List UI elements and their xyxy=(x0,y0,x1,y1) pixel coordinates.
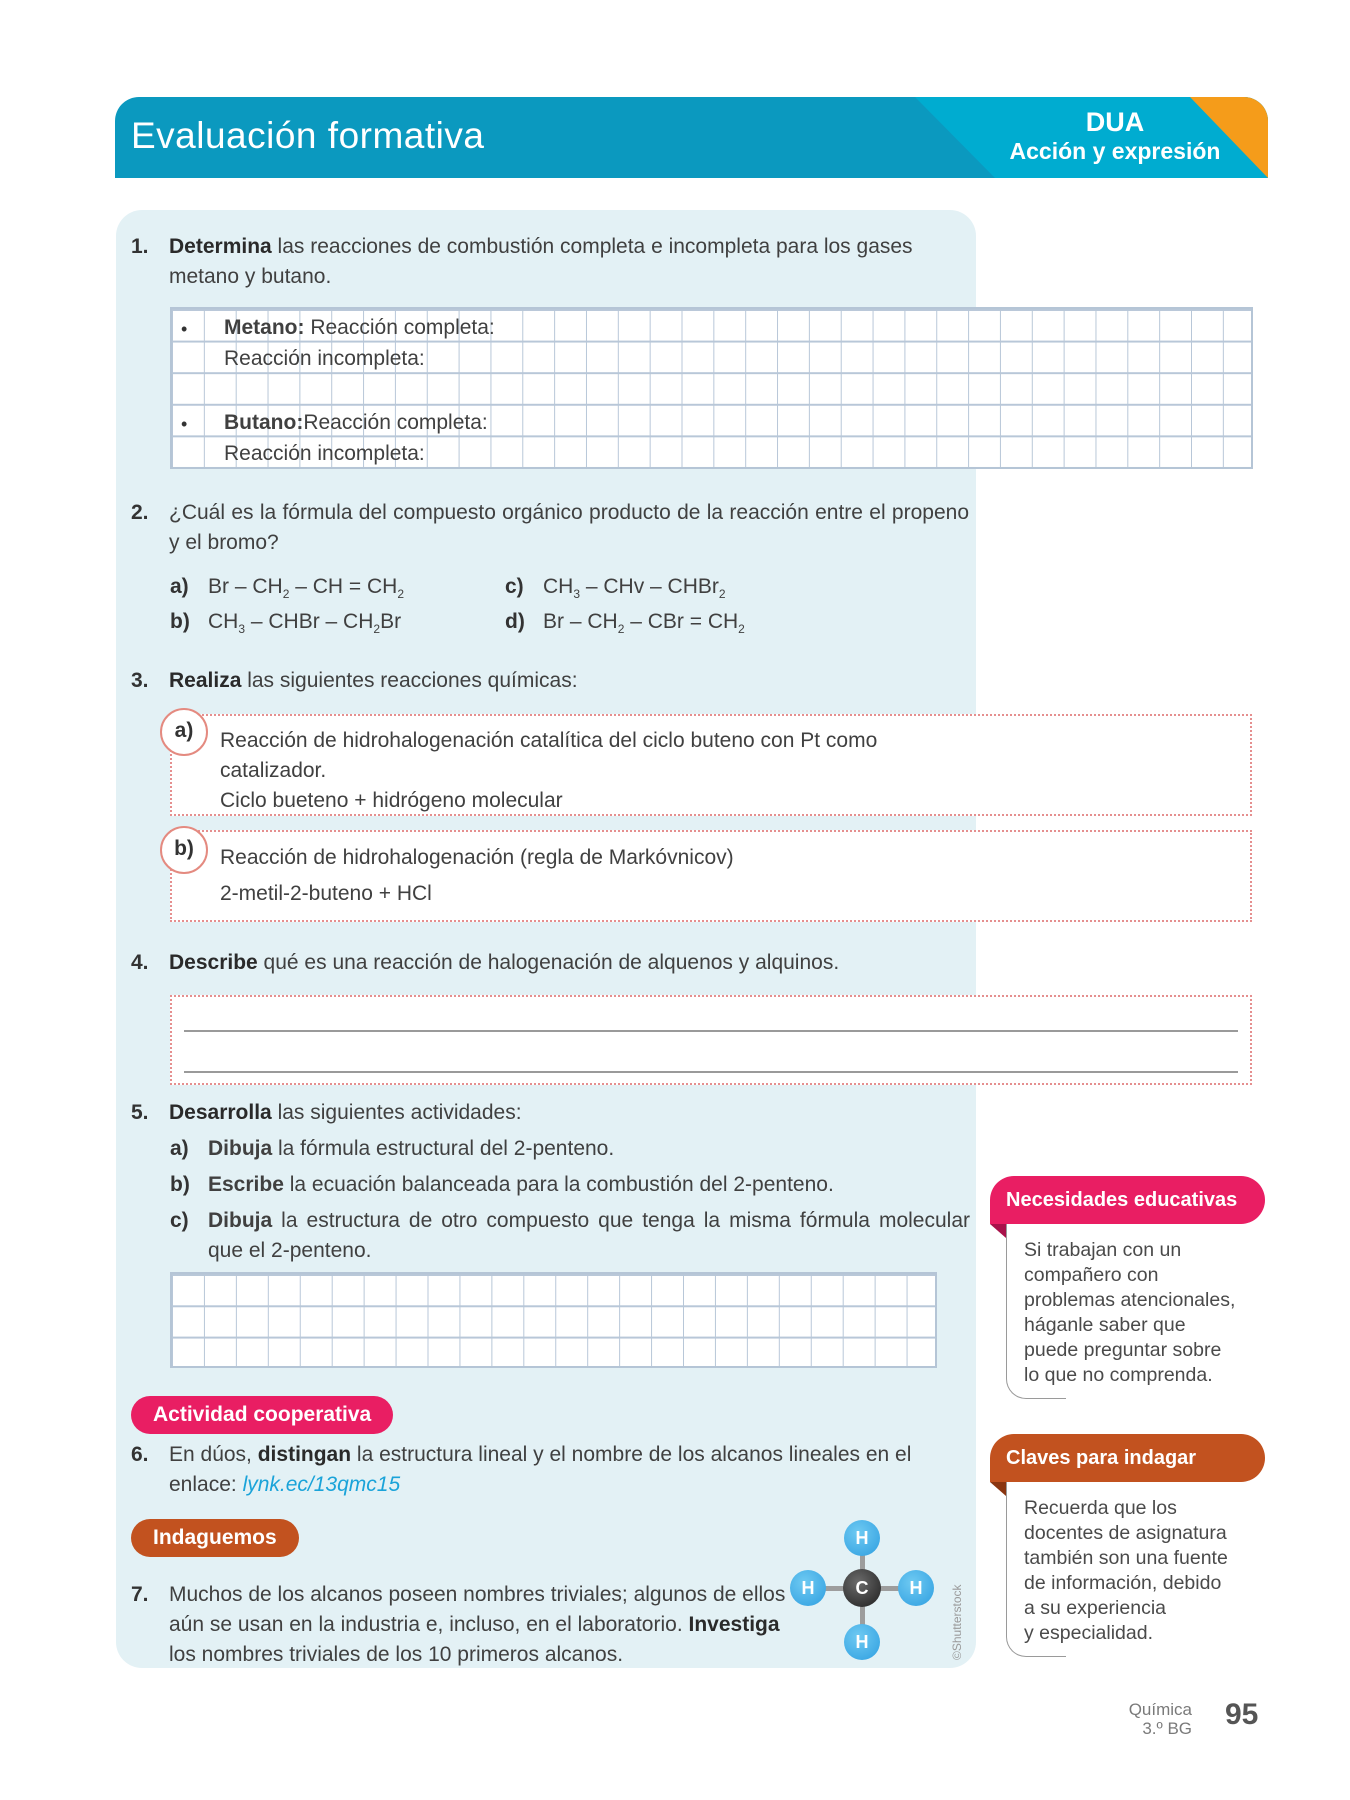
option-b[interactable]: b) $CH_3$ – CHBr – $CH_2Br$ xyxy=(170,610,402,636)
label-circle-b: b) xyxy=(160,826,208,874)
indaguemos-tag: Indaguemos xyxy=(131,1519,299,1557)
option-c[interactable]: c) $CH_3$ – CHv – CHBr$_2$ xyxy=(505,575,726,601)
question-number: 4. xyxy=(131,951,149,974)
grid-row-butano-complete: Butano:Reacción completa: xyxy=(224,411,488,434)
label-circle-a: a) xyxy=(160,708,208,756)
option-a[interactable]: a) Br – $CH_2$ – CH = $CH_2$ xyxy=(170,575,405,601)
question-verb: Investiga xyxy=(688,1613,780,1636)
grid-row-metano-incomplete: Reacción incompleta: xyxy=(224,347,425,370)
question-text: Muchos de los alcanos poseen nombres triviales; algunos de ellos aún se usan en la industria e, incluso, en el laboratorio. xyxy=(169,1583,786,1636)
answer-line xyxy=(184,1030,1238,1032)
note-claves-para-indagar xyxy=(990,1434,1265,1674)
question-verb: Realiza xyxy=(169,669,242,692)
bullet: • xyxy=(181,319,188,339)
option-d[interactable]: d) Br – $CH_2$ – CBr = $CH_2$ xyxy=(505,610,745,636)
methane-molecule-illustration xyxy=(790,1520,940,1660)
activity-5c: c) Dibuja la estructura de otro compuesto que tenga la misma fórmula molecular que el 2-penteno. xyxy=(170,1209,970,1262)
reaction-b-line-1: Reacción de hidrohalogenación (regla de Markóvnicov) xyxy=(220,846,734,869)
note-title: Necesidades educativas xyxy=(990,1176,1265,1224)
carbon-atom: C xyxy=(843,1569,881,1607)
question-number: 1. xyxy=(131,235,149,258)
question-verb: Desarrolla xyxy=(169,1101,272,1124)
reaction-a-line-1: Reacción de hidrohalogenación catalítica del ciclo buteno con Pt como xyxy=(220,729,878,752)
image-credit: ©Shutterstock xyxy=(950,1584,964,1660)
grid-row-metano-complete: Metano: Reacción completa: xyxy=(224,316,495,339)
footer-subject: Química 3.º BG xyxy=(1128,1700,1192,1738)
activity-5a: a) Dibuja la fórmula estructural del 2-penteno. xyxy=(170,1137,615,1160)
note-fold xyxy=(990,1224,1006,1238)
question-text: ¿Cuál es la fórmula del compuesto orgánico producto de la reacción entre el propeno y el bromo? xyxy=(169,501,969,554)
question-text: las siguientes actividades: xyxy=(271,1101,522,1124)
question-number: 5. xyxy=(131,1101,149,1124)
answer-grid-5[interactable] xyxy=(170,1272,937,1368)
bullet: • xyxy=(181,414,188,434)
hydrogen-atom: H xyxy=(898,1570,934,1606)
section-header xyxy=(115,97,1268,178)
question-verb: Describe xyxy=(169,951,258,974)
answer-box-3a[interactable] xyxy=(170,714,1252,816)
answer-line xyxy=(184,1071,1238,1073)
answer-box-4[interactable] xyxy=(170,995,1252,1085)
question-number: 6. xyxy=(131,1443,149,1466)
question-verb: Determina xyxy=(169,235,272,258)
dua-badge xyxy=(1000,107,1230,165)
grid-row-butano-incomplete: Reacción incompleta: xyxy=(224,442,425,465)
reaction-a-line-2: catalizador. xyxy=(220,759,327,782)
activity-5b: b) Escribe la ecuación balanceada para la combustión del 2-penteno. xyxy=(170,1173,834,1196)
cooperative-activity-tag: Actividad cooperativa xyxy=(131,1396,393,1434)
reaction-b-line-2: 2-metil-2-buteno + HCl xyxy=(220,882,432,905)
reaction-a-line-3: Ciclo bueteno + hidrógeno molecular xyxy=(220,789,563,812)
hydrogen-atom: H xyxy=(844,1624,880,1660)
dua-title: DUA xyxy=(1085,107,1145,137)
question-number: 3. xyxy=(131,669,149,692)
dua-subtitle: Acción y expresión xyxy=(1009,138,1221,164)
question-text: qué es una reacción de halogenación de alquenos y alquinos. xyxy=(257,951,840,974)
resource-link[interactable]: lynk.ec/13qmc15 xyxy=(242,1473,401,1496)
hydrogen-atom: H xyxy=(844,1520,880,1556)
note-necesidades-educativas xyxy=(990,1176,1265,1416)
question-number: 2. xyxy=(131,501,149,524)
question-verb: distingan xyxy=(257,1443,352,1466)
note-body: Recuerda que los docentes de asignatura también son una fuente de información, debido a su experiencia y especialidad. xyxy=(1024,1497,1228,1644)
answer-box-3b[interactable] xyxy=(170,830,1252,922)
note-body: Si trabajan con un compañero con problemas atencionales, háganle saber que puede preguntar sobre lo que no comprenda. xyxy=(1024,1239,1236,1386)
question-text: las reacciones de combustión completa e incompleta para los gases metano y butano. xyxy=(169,235,913,288)
note-title: Claves para indagar xyxy=(990,1434,1265,1482)
hydrogen-atom: H xyxy=(790,1570,826,1606)
question-text: las siguientes reacciones químicas: xyxy=(241,669,578,692)
question-number: 7. xyxy=(131,1583,149,1606)
page-title: Evaluación formativa xyxy=(131,115,485,156)
page-number: 95 xyxy=(1225,1698,1259,1731)
note-fold xyxy=(990,1482,1006,1496)
